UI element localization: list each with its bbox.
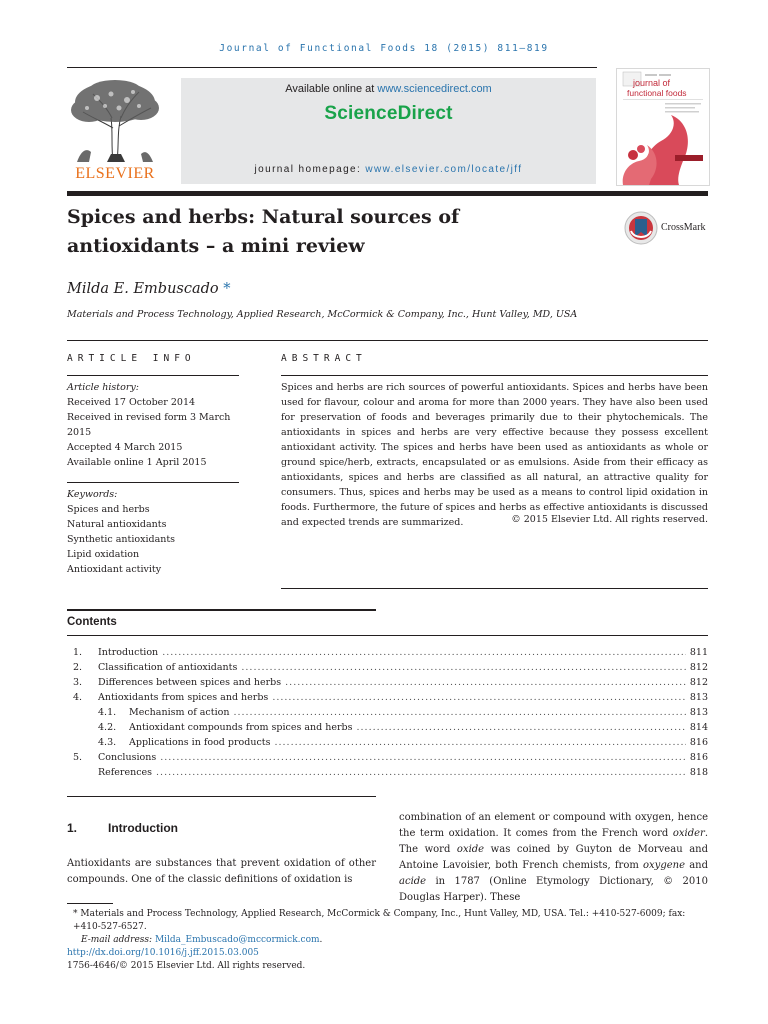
available-online <box>181 83 596 95</box>
footnote <box>67 908 708 973</box>
history-entry: Received 17 October 2014 <box>67 397 196 408</box>
italic-term: oxider <box>672 828 705 839</box>
body-text: combination of an element or compound with oxygen, hence the term oxidation. It comes from the French word <box>399 812 708 839</box>
cover-title-line2: functional foods <box>627 88 687 98</box>
toc-page: 814 <box>689 722 708 733</box>
header-thick-rule <box>67 191 708 196</box>
section-title: Introduction <box>108 821 178 835</box>
author-affiliation: Materials and Process Technology, Applied Research, McCormick & Company, Inc., Hunt Valley, MD, USA <box>67 309 578 320</box>
toc-item[interactable] <box>67 765 708 780</box>
toc-page: 818 <box>689 767 708 778</box>
italic-term: oxide <box>456 844 485 855</box>
article-title <box>67 203 587 261</box>
info-heading-rule <box>67 375 239 376</box>
history-entry: Available online 1 April 2015 <box>67 457 207 468</box>
history-entry: 2015 <box>67 427 92 438</box>
doi-link[interactable]: http://dx.doi.org/10.1016/j.jff.2015.03.005 <box>67 948 259 958</box>
journal-cover <box>616 68 710 186</box>
contents-top-rule <box>67 609 376 611</box>
crossmark-label: CrossMark <box>661 222 706 233</box>
toc-number: 5. <box>73 752 83 763</box>
toc-item[interactable] <box>67 690 708 705</box>
toc-item[interactable] <box>67 675 708 690</box>
body-text: . The word <box>399 828 708 855</box>
body-column-left: Antioxidants are substances that prevent oxidation of other compounds. One of the classic definitions of oxidation is <box>67 858 376 885</box>
cover-title-line1: journal of <box>633 78 671 88</box>
toc-page: 812 <box>689 662 708 673</box>
toc-number: 2. <box>73 662 83 673</box>
keywords-rule <box>67 482 239 483</box>
toc-subitem[interactable] <box>67 705 708 720</box>
toc-title: References ..... <box>98 765 686 780</box>
abstract-text: Spices and herbs are rich sources of powerful antioxidants. Spices and herbs have been used for flavour, colour and aroma for more than 2000 years. They have also been used for preservation of foods and beverages primarily due to their phytochemicals. The antioxidants in spices and herbs are very effective because they possess excellent antioxidant activity. The spices and herbs have been used as antioxidants as whole or ground spice/herb, extracts, encapsulated or as emulsions. Aside from their efficacy as antioxidants, spices and herbs are classified as all natural, an attractive quality for consumers. Thus, spices and herbs may be used as a means to control lipid oxidation in foods. Furthermore, the future of spices and herbs as effective antioxidants is discussed and expected trends are summarized. <box>281 382 708 528</box>
homepage-prefix: journal homepage: <box>254 164 366 175</box>
footnote-affiliation: * Materials and Process Technology, Applied Research, McCormick & Company, Inc., Hunt Valley, MD, USA. Tel.: +410-527-6009; fax: +410-527-6527. <box>73 909 686 932</box>
header-top-rule <box>67 67 597 68</box>
keyword: Synthetic antioxidants <box>67 534 176 545</box>
available-online-prefix: Available online at <box>285 83 378 95</box>
toc-title: Introduction ..... <box>98 645 686 660</box>
toc-page: 813 <box>689 707 708 718</box>
body-column-right <box>399 810 708 906</box>
toc-number: 4. <box>73 692 83 703</box>
section-heading-introduction <box>67 821 178 835</box>
toc-page: 816 <box>689 752 708 763</box>
article-title-line2: antioxidants – a mini review <box>67 235 365 257</box>
toc-item[interactable] <box>67 750 708 765</box>
sciencedirect-link[interactable]: www.sciencedirect.com <box>377 83 492 95</box>
abstract-heading-rule <box>281 375 708 376</box>
toc-title: Classification of antioxidants ..... <box>98 660 686 675</box>
toc-title: Mechanism of action ..... <box>129 705 686 720</box>
italic-term: oxygene <box>643 860 686 871</box>
sciencedirect-logo: ScienceDirect <box>324 103 453 124</box>
email-label: E-mail address: <box>81 935 155 945</box>
toc-number: 3. <box>73 677 83 688</box>
body-text: in 1787 (Online Etymology Dictionary, © 2010 Douglas Harper). These <box>399 876 708 903</box>
toc-number: 1. <box>73 647 83 658</box>
toc-title: Antioxidants from spices and herbs ..... <box>98 690 686 705</box>
section-number: 1. <box>67 821 78 835</box>
article-title-line1: Spices and herbs: Natural sources of <box>67 206 460 228</box>
toc-page: 816 <box>689 737 708 748</box>
toc-page: 812 <box>689 677 708 688</box>
issn-copyright: 1756-4646/© 2015 Elsevier Ltd. All rights reserved. <box>67 961 306 971</box>
homepage-link[interactable]: www.elsevier.com/locate/jff <box>365 164 523 175</box>
author-name-text: Milda E. Embuscado <box>67 281 219 297</box>
toc-number: 4.1. <box>98 707 117 718</box>
email-period: . <box>319 935 323 945</box>
footnote-email <box>67 934 708 947</box>
keyword: Natural antioxidants <box>67 519 167 530</box>
toc-title: Applications in food products ..... <box>129 735 686 750</box>
journal-homepage <box>181 164 596 175</box>
article-history <box>67 380 239 470</box>
keyword: Spices and herbs <box>67 504 150 515</box>
intro-top-rule <box>67 796 376 797</box>
toc-number: 4.3. <box>98 737 117 748</box>
toc-title: Conclusions ..... <box>98 750 686 765</box>
body-text: and <box>685 860 709 871</box>
abstract-bottom-rule <box>281 588 708 589</box>
abstract-heading: ABSTRACT <box>281 353 367 364</box>
crossmark-icon[interactable] <box>624 211 658 245</box>
toc-title: Antioxidant compounds from spices and herbs ..... <box>129 720 686 735</box>
contents-heading: Contents <box>67 616 117 628</box>
toc-item[interactable] <box>67 645 708 660</box>
elsevier-wordmark: ELSEVIER <box>75 165 155 182</box>
keywords <box>67 487 239 577</box>
toc-page: 813 <box>689 692 708 703</box>
toc-number: 4.2. <box>98 722 117 733</box>
journal-citation: Journal of Functional Foods 18 (2015) 811–819 <box>219 43 549 54</box>
author-footnote-mark[interactable]: * <box>223 281 231 297</box>
author-name <box>67 281 231 297</box>
abstract-copyright: © 2015 Elsevier Ltd. All rights reserved. <box>511 514 708 525</box>
history-entry: Received in revised form 3 March <box>67 412 231 423</box>
footnote-rule <box>67 903 113 904</box>
toc-title: Differences between spices and herbs ..... <box>98 675 686 690</box>
contents-heading-rule <box>67 635 708 636</box>
body-text: was coined by Guyton de Morveau and Antoine Lavoisier, both French chemists, from <box>399 844 708 871</box>
sciencedirect-box <box>181 78 596 184</box>
keyword: Lipid oxidation <box>67 549 140 560</box>
info-top-rule <box>67 340 708 341</box>
toc-item[interactable] <box>67 660 708 675</box>
toc-subitem[interactable] <box>67 735 708 750</box>
italic-term: acide <box>399 876 427 887</box>
toc-page: 811 <box>689 647 708 658</box>
toc-subitem[interactable] <box>67 720 708 735</box>
history-entry: Accepted 4 March 2015 <box>67 442 183 453</box>
email-link[interactable]: Milda_Embuscado@mccormick.com <box>154 935 320 945</box>
keyword: Antioxidant activity <box>67 564 162 575</box>
elsevier-tree-logo <box>67 78 163 164</box>
keywords-label: Keywords: <box>67 489 118 500</box>
article-info-heading: ARTICLE INFO <box>67 353 196 364</box>
article-history-label: Article history: <box>67 382 139 393</box>
